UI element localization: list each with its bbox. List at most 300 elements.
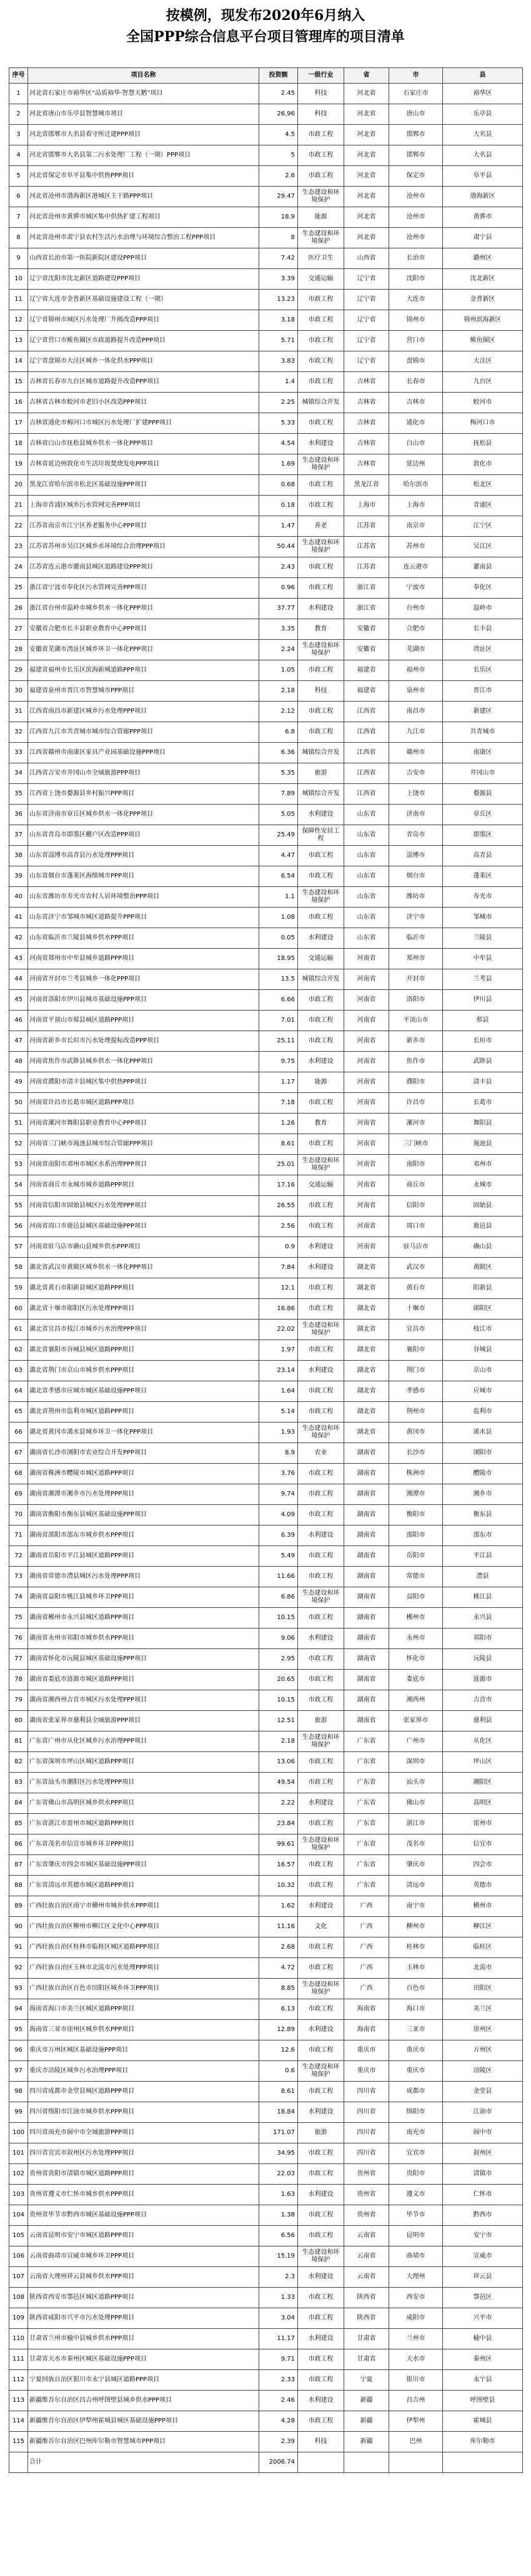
province-cell: 湖北省 (344, 1320, 389, 1340)
city-cell: 新乡市 (389, 1031, 443, 1052)
investment-amount-cell: 5.49 (259, 1546, 298, 1567)
investment-amount-cell: 2.39 (259, 2432, 298, 2452)
industry-cell: 水利建设 (298, 2020, 344, 2040)
industry-cell: 市政工程 (298, 2143, 344, 2164)
city-cell: 许昌市 (389, 1093, 443, 1114)
province-cell: 安徽省 (344, 640, 389, 660)
investment-amount-cell: 6.66 (259, 990, 298, 1011)
province-cell: 江苏省 (344, 557, 389, 578)
table-row (9, 1443, 523, 1464)
table-row (9, 1814, 523, 1834)
city-cell: 信阳市 (389, 1196, 443, 1217)
province-cell: 山东省 (344, 928, 389, 949)
project-name-cell: 辽宁省营口市鲅鱼圈区市政道路提升改造PPP项目 (28, 331, 259, 351)
table-row (9, 557, 523, 578)
province-cell: 河北省 (344, 104, 389, 125)
table-row (9, 1917, 523, 1937)
investment-amount-cell: 8.9 (259, 1443, 298, 1464)
city-cell: 开封市 (389, 969, 443, 990)
county-cell: 英德市 (443, 1876, 523, 1896)
industry-cell: 城镇综合开发 (298, 969, 344, 990)
province-cell: 吉林省 (344, 413, 389, 434)
province-cell: 湖南省 (344, 1567, 389, 1587)
province-cell: 河北省 (344, 145, 389, 166)
province-cell: 山东省 (344, 908, 389, 928)
investment-amount-cell: 3.04 (259, 2308, 298, 2329)
row-index-cell: 57 (9, 1237, 28, 1258)
province-cell: 四川省 (344, 2143, 389, 2164)
investment-amount-cell: 16.86 (259, 1299, 298, 1320)
table-row (9, 2143, 523, 2164)
investment-amount-cell: 9.06 (259, 1628, 298, 1649)
county-cell: 永兴县 (443, 1608, 523, 1628)
investment-amount-cell: 25.11 (259, 1031, 298, 1052)
city-cell: 武汉市 (389, 1258, 443, 1278)
table-row (9, 2061, 523, 2082)
province-cell: 河南省 (344, 1155, 389, 1175)
investment-amount-cell: 3.18 (259, 310, 298, 331)
row-index-cell: 45 (9, 990, 28, 1011)
table-row (9, 1937, 523, 1958)
row-index-cell: 5 (9, 166, 28, 187)
city-cell: 周口市 (389, 1217, 443, 1237)
province-cell: 山东省 (344, 887, 389, 908)
province-cell: 宁夏 (344, 2370, 389, 2391)
table-row (9, 660, 523, 681)
county-cell: 阳新县 (443, 1278, 523, 1299)
table-header-row (9, 68, 523, 84)
row-index-cell: 76 (9, 1628, 28, 1649)
industry-cell: 市政工程 (298, 2082, 344, 2102)
city-cell: 肇庆市 (389, 1855, 443, 1876)
province-cell: 河南省 (344, 1196, 389, 1217)
table-row (9, 2370, 523, 2391)
investment-amount-cell: 3.76 (259, 1464, 298, 1484)
county-cell: 温岭市 (443, 599, 523, 619)
province-cell: 广东省 (344, 1814, 389, 1834)
industry-cell: 市政工程 (298, 846, 344, 866)
table-row (9, 1278, 523, 1299)
project-name-cell: 海南省三亚市崖州区城乡供水PPP项目 (28, 2020, 259, 2040)
project-name-cell: 吉林省通化市梅河口市城区污水处理厂扩建PPP项目 (28, 413, 259, 434)
table-row (9, 537, 523, 557)
table-row (9, 187, 523, 207)
city-cell: 连云港市 (389, 557, 443, 578)
county-cell: 永宁县 (443, 2370, 523, 2391)
county-cell: 渑池县 (443, 1134, 523, 1155)
table-row (9, 619, 523, 640)
industry-cell: 市政工程 (298, 1937, 344, 1958)
province-cell: 河南省 (344, 1237, 389, 1258)
investment-amount-cell: 10.15 (259, 1690, 298, 1711)
investment-amount-cell: 8 (259, 228, 298, 248)
project-name-cell: 广东省湛江市雷州市城区道路PPP项目 (28, 1814, 259, 1834)
city-cell: 济宁市 (389, 908, 443, 928)
province-cell: 广东省 (344, 1731, 389, 1752)
industry-cell: 市政工程 (298, 1855, 344, 1876)
county-cell: 雷州市 (443, 1814, 523, 1834)
industry-cell: 市政工程 (298, 125, 344, 145)
county-cell: 黄陂区 (443, 1258, 523, 1278)
investment-amount-cell: 1.47 (259, 516, 298, 537)
industry-cell: 城镇综合开发 (298, 784, 344, 805)
investment-amount-cell: 1.33 (259, 2288, 298, 2308)
province-cell: 辽宁省 (344, 351, 389, 372)
project-name-cell: 海南省海口市美兰区城区道路PPP项目 (28, 1999, 259, 2020)
investment-amount-cell: 2.95 (259, 1649, 298, 1670)
investment-amount-cell: 5.71 (259, 331, 298, 351)
table-body (9, 84, 523, 2452)
table-row (9, 125, 523, 145)
table-row (9, 228, 523, 248)
project-name-cell: 湖南省永州市祁阳市城乡供水PPP项目 (28, 1628, 259, 1649)
project-name-cell: 广西壮族自治区桂林市临桂区城区道路PPP项目 (28, 1937, 259, 1958)
city-cell: 湘潭市 (389, 1484, 443, 1505)
county-cell: 金堂县 (443, 2082, 523, 2102)
project-name-cell: 广西壮族自治区柳州市柳江区文化中心PPP项目 (28, 1917, 259, 1937)
province-cell: 河南省 (344, 1114, 389, 1134)
city-cell: 郴州市 (389, 1608, 443, 1628)
city-cell: 黄石市 (389, 1278, 443, 1299)
industry-cell: 市政工程 (298, 1196, 344, 1217)
row-index-cell: 84 (9, 1793, 28, 1814)
industry-cell: 生态建设和环境保护 (298, 1834, 344, 1855)
province-cell: 湖南省 (344, 1587, 389, 1608)
project-name-cell: 新疆维吾尔自治区伊犁州霍城县城区基础设施PPP项目 (28, 2411, 259, 2432)
investment-amount-cell: 22.02 (259, 1320, 298, 1340)
industry-cell: 农业 (298, 1443, 344, 1464)
project-name-cell: 四川省南充市阆中市全域旅游PPP项目 (28, 2123, 259, 2143)
province-cell: 海南省 (344, 2020, 389, 2040)
province-cell: 湖北省 (344, 1402, 389, 1423)
row-index-cell: 41 (9, 908, 28, 928)
province-cell: 湖南省 (344, 1690, 389, 1711)
row-index-cell: 30 (9, 681, 28, 702)
row-index-cell: 12 (9, 310, 28, 331)
project-name-cell: 吉林省延边州敦化市生活垃圾焚烧发电PPP项目 (28, 454, 259, 475)
table-row (9, 1217, 523, 1237)
table-row (9, 1011, 523, 1031)
investment-amount-cell: 6.56 (259, 2226, 298, 2246)
project-name-cell: 河南省焦作市武陟县城乡供水一体化PPP项目 (28, 1052, 259, 1072)
project-name-cell: 河南省三门峡市渑池县城市综合管廊PPP项目 (28, 1134, 259, 1155)
city-cell: 吉安市 (389, 763, 443, 784)
header-index: 序号 (9, 68, 28, 84)
project-name-cell: 河北省石家庄市裕华区“品质裕华·智慧天鹅”项目 (28, 84, 259, 104)
industry-cell: 生态建设和环境保护 (298, 1587, 344, 1608)
province-cell: 浙江省 (344, 599, 389, 619)
industry-cell: 水利建设 (298, 2329, 344, 2349)
project-name-cell: 湖南省长沙市浏阳市农业综合开发PPP项目 (28, 1443, 259, 1464)
project-name-cell: 江西省吉安市井冈山市全域旅游PPP项目 (28, 763, 259, 784)
investment-amount-cell: 23.14 (259, 1361, 298, 1381)
investment-amount-cell: 1.64 (259, 1381, 298, 1402)
investment-amount-cell: 2.18 (259, 681, 298, 702)
province-cell: 吉林省 (344, 454, 389, 475)
investment-amount-cell: 34.95 (259, 2143, 298, 2164)
county-cell: 宣威市 (443, 2246, 523, 2267)
province-cell: 陕西省 (344, 2288, 389, 2308)
investment-amount-cell: 99.61 (259, 1834, 298, 1855)
county-cell: 武陟县 (443, 1052, 523, 1072)
row-index-cell: 85 (9, 1814, 28, 1834)
table-row (9, 2164, 523, 2185)
investment-amount-cell: 5 (259, 145, 298, 166)
industry-cell: 生态建设和环境保护 (298, 1731, 344, 1752)
industry-cell: 市政工程 (298, 413, 344, 434)
investment-amount-cell: 2.33 (259, 2370, 298, 2391)
province-cell: 河南省 (344, 949, 389, 969)
county-cell: 澧县 (443, 1567, 523, 1587)
province-cell: 湖北省 (344, 1278, 389, 1299)
row-index-cell: 72 (9, 1546, 28, 1567)
investment-amount-cell: 11.66 (259, 1567, 298, 1587)
row-index-cell: 36 (9, 805, 28, 825)
project-name-cell: 重庆市涪陵区城乡污水治理PPP项目 (28, 2061, 259, 2082)
province-cell: 新疆 (344, 2391, 389, 2411)
industry-cell: 市政工程 (298, 1958, 344, 1979)
county-cell: 鄠邑区 (443, 2288, 523, 2308)
province-cell: 辽宁省 (344, 310, 389, 331)
industry-cell: 教育 (298, 1114, 344, 1134)
industry-cell: 水利建设 (298, 2185, 344, 2205)
table-row (9, 1237, 523, 1258)
province-cell: 湖北省 (344, 1381, 389, 1402)
industry-cell: 生态建设和环境保护 (298, 228, 344, 248)
table-row (9, 1793, 523, 1814)
investment-amount-cell: 1.05 (259, 660, 298, 681)
investment-amount-cell: 4.54 (259, 434, 298, 454)
city-cell: 宁波市 (389, 578, 443, 599)
project-name-cell: 云南省曲靖市宣威市城乡环卫PPP项目 (28, 2246, 259, 2267)
table-row (9, 496, 523, 516)
county-cell: 从化区 (443, 1731, 523, 1752)
city-cell: 邯郸市 (389, 145, 443, 166)
investment-amount-cell: 6.86 (259, 1587, 298, 1608)
county-cell: 平江县 (443, 1546, 523, 1567)
project-name-cell: 湖南省张家界市慈利县全域旅游PPP项目 (28, 1711, 259, 1731)
province-cell: 湖北省 (344, 1299, 389, 1320)
industry-cell: 市政工程 (298, 2349, 344, 2370)
province-cell: 湖南省 (344, 1484, 389, 1505)
industry-cell: 保障性安居工程 (298, 825, 344, 846)
project-name-cell: 四川省绵阳市江油市城乡供水PPP项目 (28, 2102, 259, 2123)
industry-cell: 市政工程 (298, 1340, 344, 1361)
row-index-cell: 97 (9, 2061, 28, 2082)
investment-amount-cell: 8.61 (259, 2082, 298, 2102)
city-cell: 焦作市 (389, 1052, 443, 1072)
row-index-cell: 98 (9, 2082, 28, 2102)
investment-amount-cell: 2.3 (259, 2267, 298, 2288)
county-cell: 吴江区 (443, 537, 523, 557)
header-province: 省 (344, 68, 389, 84)
investment-amount-cell: 1.93 (259, 1423, 298, 1443)
project-name-cell: 湖北省宜昌市枝江市城乡污水治理PPP项目 (28, 1320, 259, 1340)
industry-cell: 旅游 (298, 2123, 344, 2143)
city-cell: 合肥市 (389, 619, 443, 640)
table-row (9, 2185, 523, 2205)
province-cell: 吉林省 (344, 434, 389, 454)
project-name-cell: 江苏省苏州市吴江区城乡水环境综合治理PPP项目 (28, 537, 259, 557)
table-row (9, 949, 523, 969)
project-name-cell: 广东省佛山市高明区城乡供水PPP项目 (28, 1793, 259, 1814)
project-name-cell: 湖南省邵阳市邵东市城乡供水PPP项目 (28, 1526, 259, 1546)
city-cell: 清远市 (389, 1876, 443, 1896)
project-name-cell: 广东省肇庆市四会市城区基础设施PPP项目 (28, 1855, 259, 1876)
county-cell: 田阳区 (443, 1979, 523, 1999)
row-index-cell: 16 (9, 393, 28, 413)
investment-amount-cell: 171.07 (259, 2123, 298, 2143)
investment-amount-cell: 7.84 (259, 1258, 298, 1278)
table-row (9, 1649, 523, 1670)
project-name-cell: 辽宁省沈阳市沈北新区道路建设PPP项目 (28, 269, 259, 290)
industry-cell: 养老 (298, 516, 344, 537)
county-cell: 醴陵市 (443, 1464, 523, 1484)
county-cell: 安宁市 (443, 2226, 523, 2246)
city-cell: 衡阳市 (389, 1505, 443, 1526)
industry-cell: 市政工程 (298, 1608, 344, 1628)
page-title (0, 0, 531, 47)
project-name-cell: 山东省淄博市高青县污水处理PPP项目 (28, 846, 259, 866)
table-row (9, 454, 523, 475)
province-cell: 贵州省 (344, 2205, 389, 2226)
county-cell: 霍城县 (443, 2411, 523, 2432)
province-cell: 福建省 (344, 681, 389, 702)
project-name-cell: 吉林省白山市抚松县城乡供水一体化PPP项目 (28, 434, 259, 454)
project-name-cell: 河北省沧州市渤海新区港城区主干路PPP项目 (28, 187, 259, 207)
table-row (9, 1958, 523, 1979)
table-row (9, 1361, 523, 1381)
industry-cell: 市政工程 (298, 1649, 344, 1670)
industry-cell: 市政工程 (298, 702, 344, 722)
project-name-cell: 河北省邯郸市大名县第二污水处理厂工程（一期）PPP项目 (28, 145, 259, 166)
project-name-cell: 河南省濮阳市清丰县城区集中供热PPP项目 (28, 1072, 259, 1093)
investment-amount-cell: 7.01 (259, 1011, 298, 1031)
title-line-1: 按模例，现发布2020年6月纳入 (166, 7, 365, 24)
industry-cell: 市政工程 (298, 1876, 344, 1896)
city-cell: 株洲市 (389, 1464, 443, 1484)
row-index-cell: 74 (9, 1587, 28, 1608)
table-row (9, 1526, 523, 1546)
table-row (9, 2308, 523, 2329)
province-cell: 广东省 (344, 1793, 389, 1814)
county-cell: 永城市 (443, 1175, 523, 1196)
city-cell: 邯郸市 (389, 125, 443, 145)
project-name-cell: 江西省上饶市婺源县乡村振兴PPP项目 (28, 784, 259, 805)
investment-amount-cell: 2.24 (259, 640, 298, 660)
table-total-row (9, 2452, 523, 2473)
province-cell: 辽宁省 (344, 290, 389, 310)
county-cell: 青浦区 (443, 496, 523, 516)
table-row (9, 1052, 523, 1072)
city-cell: 烟台市 (389, 866, 443, 887)
industry-cell: 市政工程 (298, 1217, 344, 1237)
county-cell: 沈北新区 (443, 269, 523, 290)
investment-amount-cell: 3.35 (259, 619, 298, 640)
county-cell: 横州市 (443, 1896, 523, 1917)
province-cell: 广东省 (344, 1855, 389, 1876)
project-name-cell: 湖南省郴州市永兴县城区道路PPP项目 (28, 1608, 259, 1628)
row-index-cell: 51 (9, 1114, 28, 1134)
project-table (9, 67, 523, 2473)
investment-amount-cell: 17.16 (259, 1175, 298, 1196)
project-name-cell: 甘肃省兰州市榆中县城乡供水PPP项目 (28, 2329, 259, 2349)
county-cell: 监利市 (443, 1402, 523, 1423)
county-cell: 兴平市 (443, 2308, 523, 2329)
row-index-cell: 1 (9, 84, 28, 104)
province-cell: 湖北省 (344, 1340, 389, 1361)
industry-cell: 市政工程 (298, 866, 344, 887)
city-cell: 青岛市 (389, 825, 443, 846)
investment-amount-cell: 1.63 (259, 2185, 298, 2205)
table-row (9, 1752, 523, 1773)
row-index-cell: 15 (9, 372, 28, 393)
project-name-cell: 广东省茂名市信宜市城乡环卫PPP项目 (28, 1834, 259, 1855)
province-cell: 山东省 (344, 866, 389, 887)
row-index-cell: 20 (9, 475, 28, 496)
row-index-cell: 106 (9, 2246, 28, 2267)
industry-cell: 生态建设和环境保护 (298, 537, 344, 557)
row-index-cell: 101 (9, 2143, 28, 2164)
province-cell: 广东省 (344, 1752, 389, 1773)
city-cell: 南京市 (389, 516, 443, 537)
province-cell: 江西省 (344, 763, 389, 784)
row-index-cell: 96 (9, 2040, 28, 2061)
province-cell: 河南省 (344, 1093, 389, 1114)
table-row (9, 372, 523, 393)
table-row (9, 2411, 523, 2432)
city-cell: 延边州 (389, 454, 443, 475)
row-index-cell: 38 (9, 846, 28, 866)
province-cell: 贵州省 (344, 2185, 389, 2205)
row-index-cell: 107 (9, 2267, 28, 2288)
province-cell: 辽宁省 (344, 331, 389, 351)
table-row (9, 413, 523, 434)
industry-cell: 交通运输 (298, 949, 344, 969)
county-cell: 临桂区 (443, 1937, 523, 1958)
investment-amount-cell: 15.19 (259, 2246, 298, 2267)
table-row (9, 640, 523, 660)
county-cell: 大洼区 (443, 351, 523, 372)
industry-cell: 市政工程 (298, 1464, 344, 1484)
city-cell: 长沙市 (389, 1443, 443, 1464)
investment-amount-cell: 11.16 (259, 1917, 298, 1937)
province-cell: 湖南省 (344, 1670, 389, 1690)
table-row (9, 1072, 523, 1093)
province-cell: 上海市 (344, 496, 389, 516)
county-cell: 应城市 (443, 1381, 523, 1402)
province-cell: 河南省 (344, 1217, 389, 1237)
industry-cell: 教育 (298, 619, 344, 640)
table-row (9, 2267, 523, 2288)
county-cell: 南康区 (443, 743, 523, 763)
table-row (9, 1876, 523, 1896)
county-cell: 金普新区 (443, 290, 523, 310)
title-line-2: 全国PPP综合信息平台项目管理库的项目清单 (126, 29, 405, 45)
table-row (9, 1402, 523, 1423)
city-cell: 台州市 (389, 599, 443, 619)
industry-cell: 市政工程 (298, 1031, 344, 1052)
table-row (9, 1114, 523, 1134)
city-cell: 岳阳市 (389, 1546, 443, 1567)
investment-amount-cell: 29.47 (259, 187, 298, 207)
project-name-cell: 福建省泉州市晋江市智慧城市PPP项目 (28, 681, 259, 702)
project-name-cell: 山东省烟台市蓬莱区海绵城市PPP项目 (28, 866, 259, 887)
project-name-cell: 山东省潍坊市寿光市农村人居环境整治PPP项目 (28, 887, 259, 908)
industry-cell: 生态建设和环境保护 (298, 187, 344, 207)
project-name-cell: 广东省深圳市坪山区城区道路PPP项目 (28, 1752, 259, 1773)
project-name-cell: 广东省清远市英德市城区道路PPP项目 (28, 1876, 259, 1896)
